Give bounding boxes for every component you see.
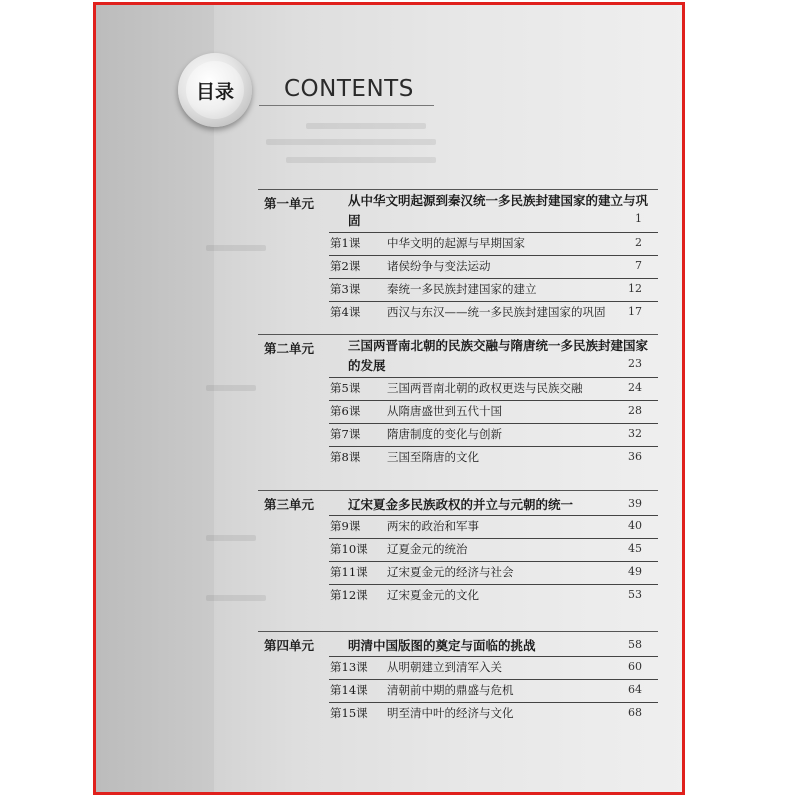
unit-page-number: 1 bbox=[635, 212, 642, 225]
lesson-page-number: 36 bbox=[628, 450, 642, 463]
lesson-title[interactable]: 三国两晋南北朝的政权更迭与民族交融 bbox=[387, 381, 583, 395]
lesson-separator bbox=[329, 515, 658, 516]
lesson-page-number: 32 bbox=[628, 427, 642, 440]
unit-label: 第二单元 bbox=[264, 341, 315, 356]
lesson-separator bbox=[329, 278, 658, 279]
lesson-number: 第13课 bbox=[330, 660, 368, 674]
lesson-page-number: 45 bbox=[628, 542, 642, 555]
lesson-number: 第9课 bbox=[330, 519, 361, 533]
lesson-number: 第3课 bbox=[330, 282, 361, 296]
lesson-page-number: 68 bbox=[628, 706, 642, 719]
lesson-number: 第4课 bbox=[330, 305, 361, 319]
toc-badge-text: 目录 bbox=[186, 61, 244, 119]
lesson-separator bbox=[329, 561, 658, 562]
lesson-title[interactable]: 诸侯纷争与变法运动 bbox=[387, 259, 491, 273]
lesson-page-number: 12 bbox=[628, 282, 642, 295]
lesson-separator bbox=[329, 656, 658, 657]
lesson-page-number: 49 bbox=[628, 565, 642, 578]
lesson-page-number: 7 bbox=[635, 259, 642, 272]
page-frame bbox=[93, 2, 685, 795]
table-of-contents bbox=[96, 5, 682, 792]
lesson-title[interactable]: 秦统一多民族封建国家的建立 bbox=[387, 282, 537, 296]
lesson-number: 第1课 bbox=[330, 236, 361, 250]
unit-separator bbox=[258, 189, 658, 190]
unit-title[interactable]: 从中华文明起源到秦汉统一多民族封建国家的建立与巩固 bbox=[348, 193, 649, 228]
lesson-number: 第2课 bbox=[330, 259, 361, 273]
lesson-title[interactable]: 辽宋夏金元的经济与社会 bbox=[387, 565, 514, 579]
lesson-page-number: 2 bbox=[635, 236, 642, 249]
lesson-number: 第10课 bbox=[330, 542, 368, 556]
lesson-number: 第7课 bbox=[330, 427, 361, 441]
lesson-page-number: 17 bbox=[628, 305, 642, 318]
lesson-page-number: 28 bbox=[628, 404, 642, 417]
lesson-separator bbox=[329, 423, 658, 424]
lesson-number: 第6课 bbox=[330, 404, 361, 418]
lesson-separator bbox=[329, 679, 658, 680]
lesson-title[interactable]: 两宋的政治和军事 bbox=[387, 519, 479, 533]
lesson-page-number: 60 bbox=[628, 660, 642, 673]
lesson-separator bbox=[329, 232, 658, 233]
lesson-page-number: 40 bbox=[628, 519, 642, 532]
unit-label: 第四单元 bbox=[264, 638, 315, 653]
lesson-title[interactable]: 辽宋夏金元的文化 bbox=[387, 588, 479, 602]
lesson-title[interactable]: 从明朝建立到清军入关 bbox=[387, 660, 502, 674]
unit-page-number: 58 bbox=[628, 638, 642, 651]
lesson-page-number: 64 bbox=[628, 683, 642, 696]
lesson-title[interactable]: 西汉与东汉——统一多民族封建国家的巩固 bbox=[387, 305, 606, 319]
unit-separator bbox=[258, 490, 658, 491]
lesson-title[interactable]: 三国至隋唐的文化 bbox=[387, 450, 479, 464]
unit-label: 第三单元 bbox=[264, 497, 315, 512]
lesson-title[interactable]: 辽夏金元的统治 bbox=[387, 542, 468, 556]
lesson-number: 第12课 bbox=[330, 588, 368, 602]
lesson-separator bbox=[329, 538, 658, 539]
unit-title[interactable]: 三国两晋南北朝的民族交融与隋唐统一多民族封建国家的发展 bbox=[348, 338, 649, 373]
lesson-separator bbox=[329, 446, 658, 447]
unit-separator bbox=[258, 334, 658, 335]
unit-title[interactable]: 明清中国版图的奠定与面临的挑战 bbox=[348, 638, 536, 653]
unit-page-number: 23 bbox=[628, 357, 642, 370]
lesson-separator bbox=[329, 702, 658, 703]
lesson-title[interactable]: 从隋唐盛世到五代十国 bbox=[387, 404, 502, 418]
lesson-number: 第15课 bbox=[330, 706, 368, 720]
lesson-title[interactable]: 清朝前中期的鼎盛与危机 bbox=[387, 683, 514, 697]
lesson-separator bbox=[329, 255, 658, 256]
lesson-title[interactable]: 中华文明的起源与早期国家 bbox=[387, 236, 525, 250]
lesson-title[interactable]: 隋唐制度的变化与创新 bbox=[387, 427, 502, 441]
lesson-number: 第14课 bbox=[330, 683, 368, 697]
unit-title[interactable]: 辽宋夏金多民族政权的并立与元朝的统一 bbox=[348, 497, 574, 512]
lesson-number: 第11课 bbox=[330, 565, 368, 579]
lesson-separator bbox=[329, 301, 658, 302]
lesson-separator bbox=[329, 377, 658, 378]
lesson-separator bbox=[329, 584, 658, 585]
lesson-number: 第8课 bbox=[330, 450, 361, 464]
lesson-number: 第5课 bbox=[330, 381, 361, 395]
unit-page-number: 39 bbox=[628, 497, 642, 510]
contents-heading: CONTENTS bbox=[284, 76, 414, 102]
lesson-title[interactable]: 明至清中叶的经济与文化 bbox=[387, 706, 514, 720]
unit-label: 第一单元 bbox=[264, 196, 315, 211]
lesson-page-number: 24 bbox=[628, 381, 642, 394]
lesson-separator bbox=[329, 400, 658, 401]
lesson-page-number: 53 bbox=[628, 588, 642, 601]
unit-separator bbox=[258, 631, 658, 632]
